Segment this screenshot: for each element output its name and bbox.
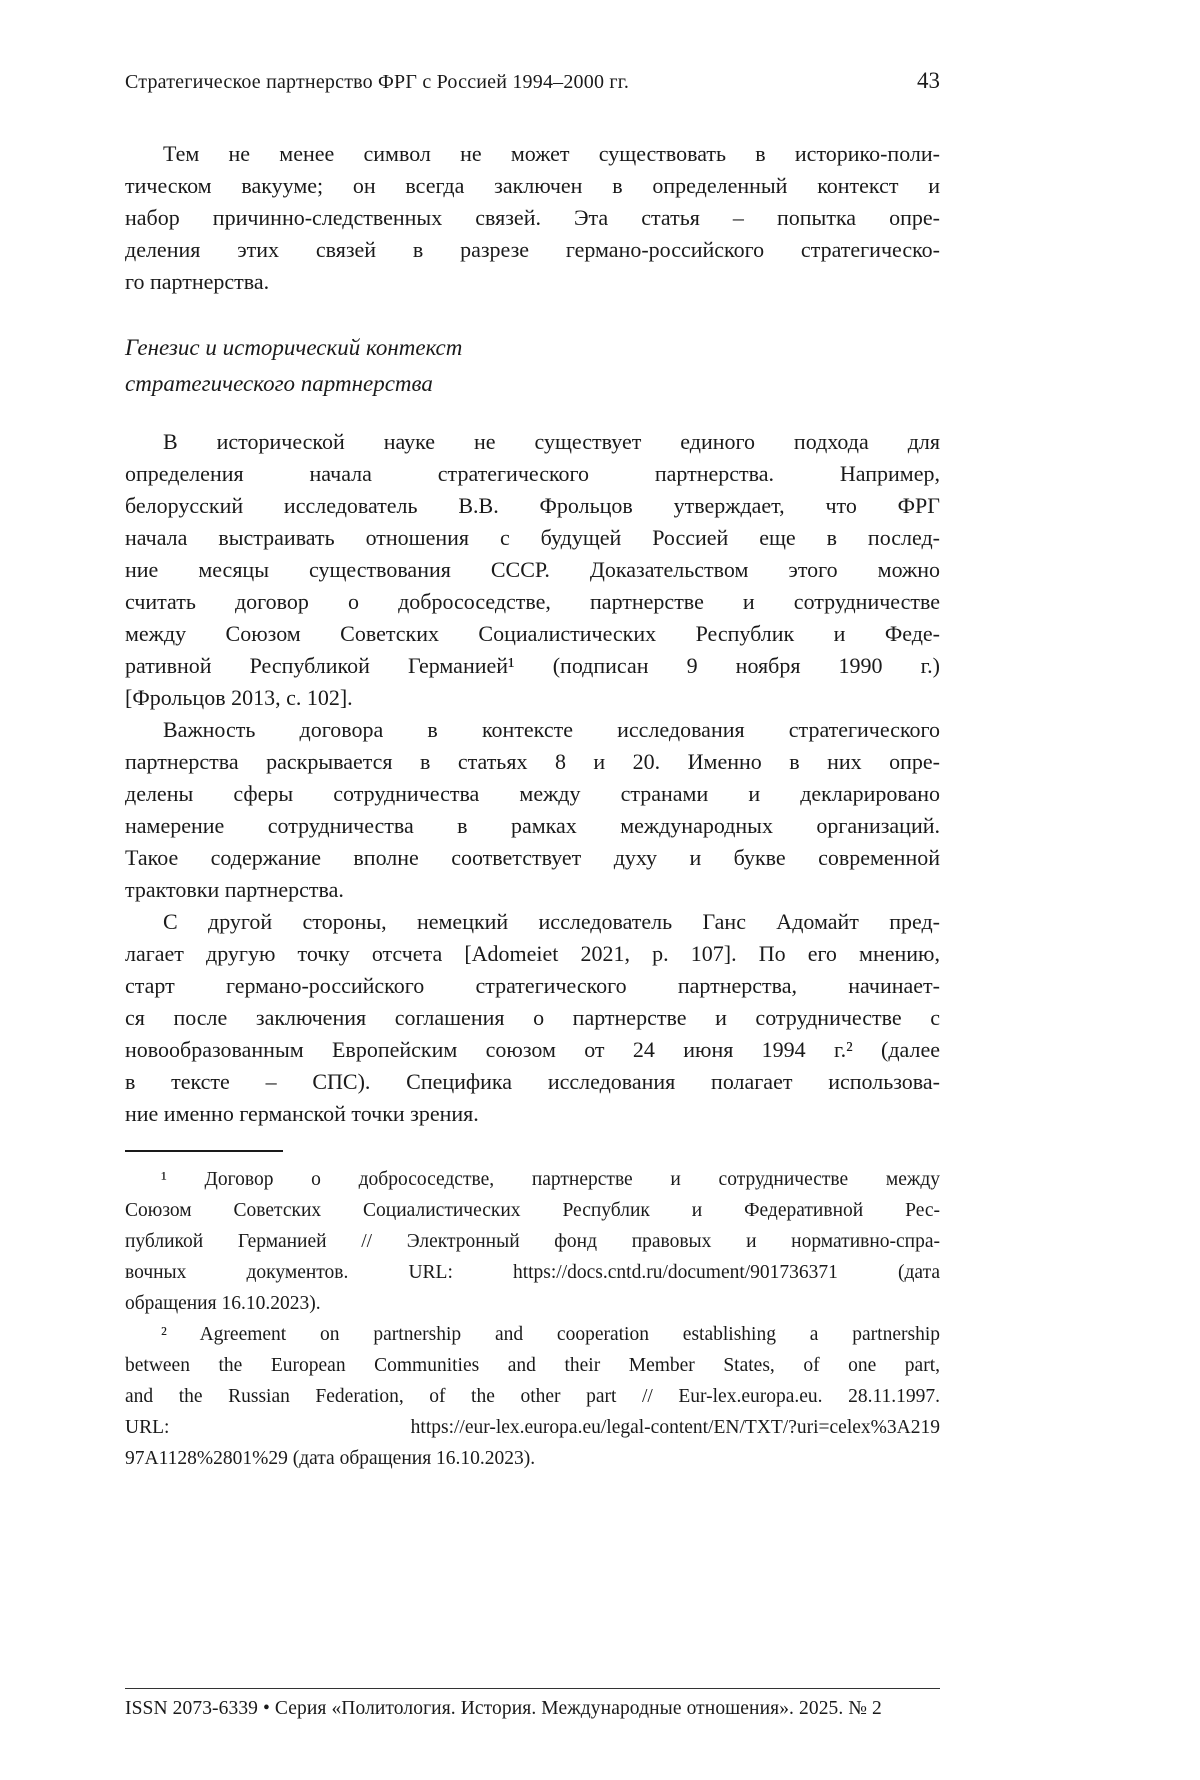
text-line: and the Russian Federation, of the other part // Eur-lex.europa.eu. 28.11.1997. bbox=[125, 1386, 940, 1407]
text-line: вочных документов. URL: https://docs.cntd.ru/document/901736371 (дата bbox=[125, 1262, 940, 1283]
text-line: в тексте – СПС). Специфика исследования полагает использова- bbox=[125, 1069, 940, 1094]
text-line: тическом вакууме; он всегда заключен в определенный контекст и bbox=[125, 173, 940, 198]
footer-issn-series: ISSN 2073-6339 • Серия «Политология. История. Международные отношения». 2025. № 2 bbox=[125, 1698, 882, 1719]
text-line: новообразованным Европейским союзом от 24 июня 1994 г.² (далее bbox=[125, 1037, 940, 1062]
text-line: URL: https://eur-lex.europa.eu/legal-content/EN/TXT/?uri=celex%3A219 bbox=[125, 1417, 940, 1438]
text-line: трактовки партнерства. bbox=[125, 877, 344, 902]
text-line: Тем не менее символ не может существовать в историко-поли- bbox=[163, 141, 940, 166]
text-line: го партнерства. bbox=[125, 269, 270, 294]
text-line: [Фрольцов 2013, с. 102]. bbox=[125, 685, 353, 710]
running-title: Стратегическое партнерство ФРГ с Россией 1994–2000 гг. bbox=[125, 71, 630, 93]
text-line: публикой Германией // Электронный фонд правовых и нормативно-спра- bbox=[125, 1231, 940, 1252]
paragraph-genesis-3 bbox=[125, 906, 940, 1130]
text-line: ся после заключения соглашения о партнерстве и сотрудничестве с bbox=[125, 1005, 940, 1030]
text-line: ² Agreement on partnership and cooperation establishing a partnership bbox=[161, 1324, 940, 1345]
text-line: начала выстраивать отношения с будущей Россией еще в послед- bbox=[125, 525, 940, 550]
text-line: ние месяцы существования СССР. Доказательством этого можно bbox=[125, 557, 940, 582]
footnotes bbox=[125, 1164, 940, 1474]
page-footer bbox=[125, 1688, 940, 1720]
text-line: between the European Communities and their Member States, of one part, bbox=[125, 1355, 940, 1376]
text-line: старт германо-российского стратегического партнерства, начинает- bbox=[125, 973, 940, 998]
text-line: ративной Республикой Германией¹ (подписан 9 ноября 1990 г.) bbox=[125, 653, 940, 678]
text-line: С другой стороны, немецкий исследователь Ганс Адомайт пред- bbox=[163, 909, 940, 934]
text-line: ¹ Договор о добрососедстве, партнерстве и сотрудничестве между bbox=[161, 1169, 940, 1190]
article-body bbox=[125, 138, 940, 1474]
text-line: Генезис и исторический контекст bbox=[125, 335, 463, 360]
text-line: намерение сотрудничества в рамках международных организаций. bbox=[125, 813, 940, 838]
text-line: деления этих связей в разрезе германо-российского стратегическо- bbox=[125, 237, 940, 262]
section-heading bbox=[125, 330, 940, 402]
paragraph-genesis-2 bbox=[125, 714, 940, 906]
text-line: набор причинно-следственных связей. Эта статья – попытка опре- bbox=[125, 205, 940, 230]
footnote-separator-rule bbox=[125, 1150, 283, 1152]
text-line: Важность договора в контексте исследования стратегического bbox=[163, 717, 940, 742]
text-line: делены сферы сотрудничества между странами и декларировано bbox=[125, 781, 940, 806]
text-line: Такое содержание вполне соответствует духу и букве современной bbox=[125, 845, 940, 870]
text-line: В исторической науке не существует единого подхода для bbox=[163, 429, 940, 454]
text-line: считать договор о добрососедстве, партнерстве и сотрудничестве bbox=[125, 589, 940, 614]
footnote-1 bbox=[125, 1164, 940, 1319]
text-line: партнерства раскрывается в статьях 8 и 20. Именно в них опре- bbox=[125, 749, 940, 774]
text-line: обращения 16.10.2023). bbox=[125, 1293, 321, 1314]
running-header bbox=[125, 68, 940, 94]
text-line: ние именно германской точки зрения. bbox=[125, 1101, 479, 1126]
text-line: между Союзом Советских Социалистических Республик и Феде- bbox=[125, 621, 940, 646]
footnote-2 bbox=[125, 1319, 940, 1474]
text-line: Союзом Советских Социалистических Республик и Федеративной Рес- bbox=[125, 1200, 940, 1221]
page-number: 43 bbox=[917, 68, 940, 93]
paragraph-intro bbox=[125, 138, 940, 298]
text-line: лагает другую точку отсчета [Adomeiet 2021, p. 107]. По его мнению, bbox=[125, 941, 940, 966]
text-line: определения начала стратегического партнерства. Например, bbox=[125, 461, 940, 486]
text-line: белорусский исследователь В.В. Фрольцов утверждает, что ФРГ bbox=[125, 493, 940, 518]
text-line: стратегического партнерства bbox=[125, 371, 433, 396]
paragraph-genesis-1 bbox=[125, 426, 940, 714]
text-line: 97A1128%2801%29 (дата обращения 16.10.2023). bbox=[125, 1448, 536, 1469]
